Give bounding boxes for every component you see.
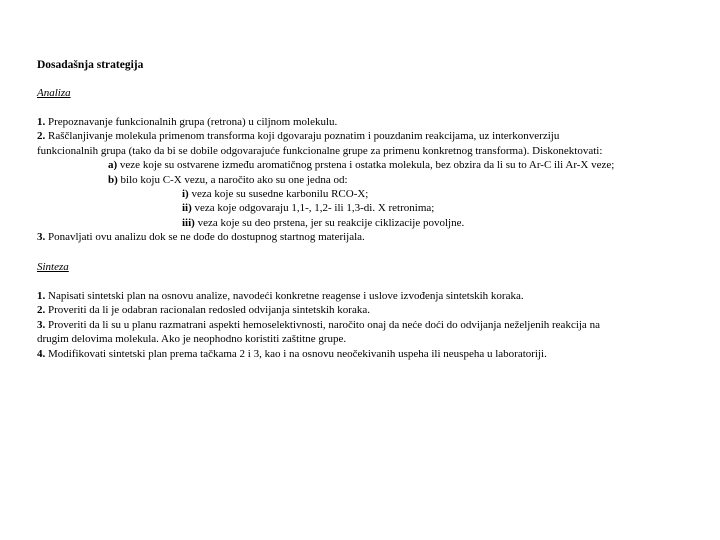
item-text: funkcionalnih grupa (tako da bi se dobile odgovarajuće funkcionalne grupe za primenu konkretnog transforma). Diskonektovati: [37,144,603,157]
analysis-subsubitem [37,216,677,230]
item-text: Proveriti da li su u planu razmatrani aspekti hemoselektivnosti, naročito onaj da neće doći do odvijanja neželjenih reakcija na [45,318,600,331]
analysis-list [37,115,677,245]
analysis-subitem [37,158,677,172]
item-number: 1. [37,290,46,302]
synthesis-heading: Sinteza [37,261,69,273]
item-number: 2. [37,304,46,317]
item-text: Prepoznavanje funkcionalnih grupa (retrona) u ciljnom molekulu. [45,116,338,128]
item-number: 3. [37,318,46,331]
analysis-subitem [37,173,677,187]
item-number: 4. [37,347,46,360]
synthesis-list [37,289,677,361]
page-title: Dosadašnja strategija [37,59,144,71]
item-number: ii) [182,202,192,215]
synthesis-item-continuation [37,332,677,346]
item-text: Raščlanjivanje molekula primenom transforma koji dgovaraju poznatim i pouzdanim reakcijama, uz interkonverziju [45,130,560,143]
analysis-subsubitem [37,201,677,215]
analysis-subsubitem [37,187,677,201]
item-number: 2. [37,130,46,143]
analysis-item [37,115,677,129]
item-text: Napisati sintetski plan na osnovu analize, navodeći konkretne reagense i uslove izvođenja sintetskih koraka. [45,290,524,302]
item-text: veza koje su susedne karbonilu RCO-X; [188,188,369,201]
synthesis-item [37,303,677,317]
item-number: 3. [37,231,46,244]
analysis-item [37,129,677,143]
item-text: Proveriti da li je odabran racionalan redosled odvijanja sintetskih koraka. [45,304,370,317]
item-text: Ponavljati ovu analizu dok se ne dođe do dostupnog startnog materijala. [45,231,365,244]
item-number: i) [182,188,189,201]
item-text: bilo koju C-X vezu, a naročito ako su one jedna od: [117,173,348,186]
item-text: drugim delovima molekula. Ako je neophodno koristiti zaštitne grupe. [37,333,347,346]
synthesis-item [37,347,677,361]
analysis-item [37,230,677,244]
item-text: Modifikovati sintetski plan prema tačkama 2 i 3, kao i na osnovu neočekivanih uspeha ili neuspeha u laboratoriji. [45,347,547,360]
synthesis-item [37,318,677,332]
item-number: iii) [182,216,195,229]
analysis-heading: Analiza [37,87,71,99]
item-text: veza koje su deo prstena, jer su reakcije ciklizacije povoljne. [194,216,465,229]
item-text: veza koje odgovaraju 1,1-, 1,2- ili 1,3-di. X retronima; [191,202,435,215]
item-text: veze koje su ostvarene između aromatičnog prstena i ostatka molekula, bez obzira da li su to Ar-C ili Ar-X veze; [117,159,615,172]
item-number: b) [108,173,118,186]
item-number: 1. [37,116,46,128]
synthesis-item [37,289,677,303]
analysis-item-continuation [37,144,677,158]
item-number: a) [108,159,118,172]
